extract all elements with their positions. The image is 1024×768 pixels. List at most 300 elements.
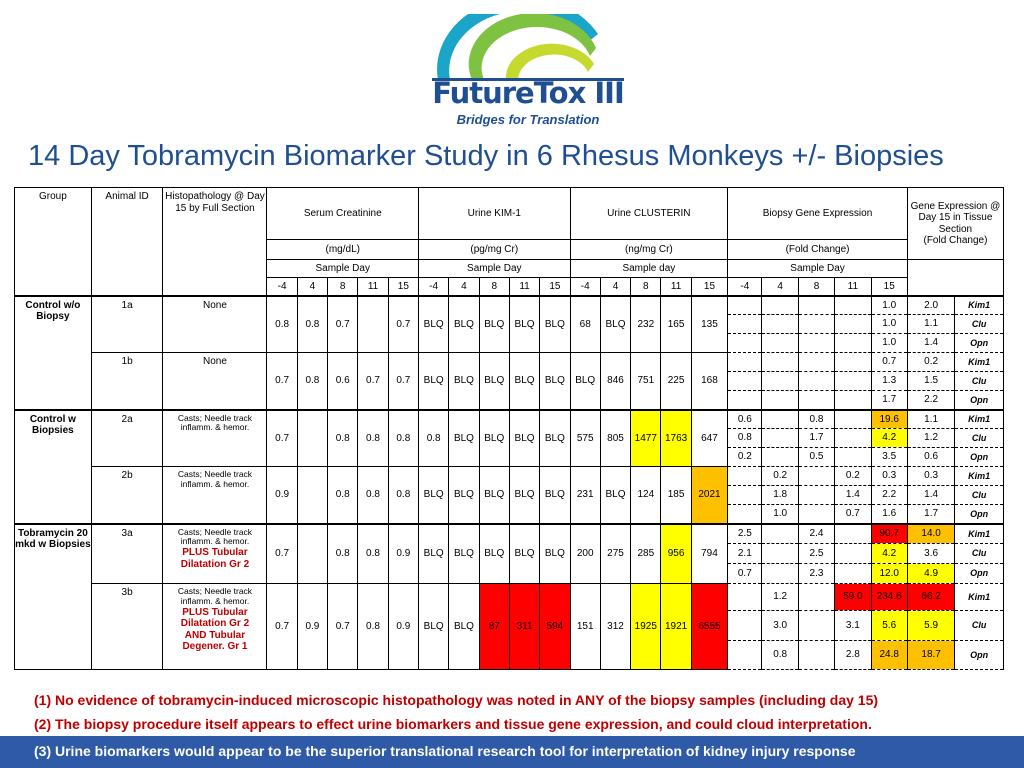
histo-line: PLUS Tubular (182, 547, 248, 559)
biopsy-value: 1.2 (762, 584, 798, 611)
kim1-value: BLQ (479, 410, 509, 467)
clusterin-value: 1925 (631, 584, 661, 670)
histo-line: Casts; Needle track (177, 586, 253, 596)
biomarker-table (14, 187, 1004, 670)
kim1-value: BLQ (449, 524, 479, 584)
tissue-value: 3.6 (907, 544, 954, 564)
table-row (15, 467, 1004, 486)
biopsy-value: 4.2 (871, 429, 907, 448)
tissue-value: 1.5 (907, 372, 954, 391)
sample-day-biopsy: Sample Day (728, 260, 908, 278)
clusterin-value: 275 (600, 524, 630, 584)
biopsy-value (798, 353, 834, 372)
serum-value: 0.8 (388, 467, 418, 524)
tissue-value: 1.2 (907, 429, 954, 448)
biopsy-value (728, 486, 762, 505)
serum-value (297, 467, 327, 524)
biopsy-value: 0.6 (728, 410, 762, 429)
histo-line: Dilatation Gr 2 (180, 558, 250, 570)
header-group: Group (15, 188, 92, 296)
serum-value: 0.6 (328, 353, 358, 410)
biopsy-value (728, 641, 762, 670)
tissue-header-label: Gene Expression @ Day 15 in Tissue Section (910, 200, 1001, 235)
biopsy-value: 1.0 (871, 334, 907, 353)
biopsy-value: 24.8 (871, 641, 907, 670)
biopsy-value (728, 584, 762, 611)
biopsy-value (835, 315, 871, 334)
clusterin-value: BLQ (600, 467, 630, 524)
header-animal-id: Animal ID (91, 188, 163, 296)
day-header: 11 (358, 278, 388, 296)
kim1-value: 87 (479, 584, 509, 670)
gene-label: Kim1 (955, 296, 1004, 315)
tissue-value: 1.1 (907, 410, 954, 429)
unit-clusterin: (ng/mg Cr) (570, 240, 728, 260)
table-row (15, 524, 1004, 544)
biopsy-value: 0.2 (762, 467, 798, 486)
biopsy-value: 234.6 (871, 584, 907, 611)
animal-id: 3b (91, 584, 163, 670)
serum-value: 0.7 (388, 296, 418, 353)
clusterin-value: 312 (600, 584, 630, 670)
serum-value: 0.9 (297, 584, 327, 670)
biopsy-value (728, 353, 762, 372)
biopsy-value: 0.7 (871, 353, 907, 372)
day-header: 15 (871, 278, 907, 296)
biopsy-value: 19.6 (871, 410, 907, 429)
animal-id: 2a (91, 410, 163, 467)
clusterin-value: BLQ (600, 296, 630, 353)
tissue-value: 14.0 (907, 524, 954, 544)
tissue-value: 0.2 (907, 353, 954, 372)
day-header: 11 (661, 278, 691, 296)
tissue-value: 0.3 (907, 467, 954, 486)
clusterin-value: 285 (631, 524, 661, 584)
tissue-blank (907, 260, 1003, 296)
biopsy-value: 3.0 (762, 611, 798, 641)
footnote-2: (2) The biopsy procedure itself appears to effect urine biomarkers and tissue gene expression, and could cloud interpretation. (34, 716, 872, 732)
serum-value: 0.8 (297, 296, 327, 353)
biopsy-value (728, 611, 762, 641)
clusterin-value: 151 (570, 584, 600, 670)
biopsy-value (835, 372, 871, 391)
biopsy-value: 90.7 (871, 524, 907, 544)
gene-label: Opn (955, 564, 1004, 584)
biopsy-value (728, 505, 762, 524)
gene-label: Opn (955, 334, 1004, 353)
biopsy-value (835, 334, 871, 353)
day-header: 15 (691, 278, 727, 296)
tissue-header-unit: (Fold Change) (923, 235, 988, 246)
clusterin-value: 2021 (691, 467, 727, 524)
gene-label: Clu (955, 315, 1004, 334)
day-header: -4 (570, 278, 600, 296)
clusterin-value: 751 (631, 353, 661, 410)
serum-value (297, 524, 327, 584)
gene-label: Kim1 (955, 410, 1004, 429)
gene-label: Opn (955, 641, 1004, 670)
biopsy-value: 0.2 (835, 467, 871, 486)
biopsy-value (835, 564, 871, 584)
serum-value: 0.9 (388, 524, 418, 584)
clusterin-value: 68 (570, 296, 600, 353)
table-row (15, 584, 1004, 611)
day-header: 8 (631, 278, 661, 296)
biopsy-value: 1.0 (762, 505, 798, 524)
kim1-value: BLQ (449, 353, 479, 410)
header-urine-clusterin: Urine CLUSTERIN (570, 188, 728, 240)
biopsy-value: 1.6 (871, 505, 907, 524)
tissue-value: 1.7 (907, 505, 954, 524)
gene-label: Opn (955, 505, 1004, 524)
header-tissue-gene-expression (907, 188, 1003, 260)
biopsy-value (762, 315, 798, 334)
serum-value: 0.7 (328, 296, 358, 353)
biopsy-value: 12.0 (871, 564, 907, 584)
gene-label: Kim1 (955, 524, 1004, 544)
futuretox-logo (428, 14, 628, 132)
day-header: 8 (479, 278, 509, 296)
biopsy-value: 1.0 (871, 315, 907, 334)
tissue-value: 18.7 (907, 641, 954, 670)
histo-line: Casts; Needle track (177, 469, 253, 479)
unit-biopsy: (Fold Change) (728, 240, 908, 260)
tissue-value: 1.4 (907, 334, 954, 353)
header-histopathology: Histopathology @ Day 15 by Full Section (163, 188, 267, 296)
biopsy-value: 3.5 (871, 448, 907, 467)
biopsy-value: 0.8 (762, 641, 798, 670)
biopsy-value (728, 315, 762, 334)
serum-value: 0.7 (328, 584, 358, 670)
day-header: 4 (297, 278, 327, 296)
tissue-value: 5.9 (907, 611, 954, 641)
kim1-value: BLQ (509, 353, 539, 410)
kim1-value: BLQ (449, 467, 479, 524)
biopsy-value (762, 429, 798, 448)
kim1-value: BLQ (449, 296, 479, 353)
clusterin-value: 124 (631, 467, 661, 524)
logo-tagline: Bridges for Translation (456, 112, 600, 127)
clusterin-value: 647 (691, 410, 727, 467)
biopsy-value (835, 391, 871, 410)
histopathology (163, 410, 267, 467)
serum-value: 0.8 (297, 353, 327, 410)
clusterin-value: 956 (661, 524, 691, 584)
day-header: 15 (388, 278, 418, 296)
kim1-value: BLQ (509, 467, 539, 524)
header-urine-kim1: Urine KIM-1 (419, 188, 571, 240)
gene-label: Clu (955, 429, 1004, 448)
biopsy-value (762, 372, 798, 391)
biopsy-value: 3.1 (835, 611, 871, 641)
biopsy-value (762, 544, 798, 564)
biopsy-value (798, 467, 834, 486)
unit-kim1: (pg/mg Cr) (419, 240, 571, 260)
histo-line: AND Tubular (184, 629, 246, 641)
biopsy-value: 2.5 (728, 524, 762, 544)
day-header: -4 (267, 278, 297, 296)
kim1-value: 594 (540, 584, 570, 670)
clusterin-value: 225 (661, 353, 691, 410)
biopsy-value: 0.7 (728, 564, 762, 584)
group-tobramycin: Tobramycin 20 mkd w Biopsies (15, 524, 92, 670)
kim1-value: BLQ (540, 353, 570, 410)
clusterin-value: 1921 (661, 584, 691, 670)
biopsy-value (762, 391, 798, 410)
biopsy-value (762, 296, 798, 315)
histopathology (163, 467, 267, 524)
clusterin-value: 805 (600, 410, 630, 467)
sample-day-serum: Sample Day (267, 260, 419, 278)
clusterin-value: 200 (570, 524, 600, 584)
biopsy-value (728, 296, 762, 315)
kim1-value: BLQ (509, 410, 539, 467)
clusterin-value: 575 (570, 410, 600, 467)
biopsy-value: 1.7 (871, 391, 907, 410)
biopsy-value: 2.5 (798, 544, 834, 564)
serum-value: 0.8 (328, 524, 358, 584)
serum-value: 0.8 (267, 296, 297, 353)
serum-value: 0.7 (267, 524, 297, 584)
tissue-value: 2.2 (907, 391, 954, 410)
gene-label: Clu (955, 544, 1004, 564)
histo-line: inflamm. & hemor. (180, 422, 250, 433)
histo-line: Degener. Gr 1 (182, 641, 248, 653)
biopsy-value: 2.2 (871, 486, 907, 505)
header-serum-creatinine: Serum Creatinine (267, 188, 419, 240)
biopsy-value: 1.7 (798, 429, 834, 448)
group-control-w-biopsies: Control w Biopsies (15, 410, 92, 524)
biopsy-value: 0.8 (728, 429, 762, 448)
serum-value: 0.8 (358, 410, 388, 467)
kim1-value: BLQ (479, 467, 509, 524)
group-control-wo-biopsy: Control w/o Biopsy (15, 296, 92, 410)
biopsy-value (762, 334, 798, 353)
gene-label: Kim1 (955, 467, 1004, 486)
tissue-value: 4.9 (907, 564, 954, 584)
animal-id: 3a (91, 524, 163, 584)
biopsy-value (798, 486, 834, 505)
kim1-value: BLQ (449, 410, 479, 467)
biopsy-value (835, 353, 871, 372)
kim1-value: BLQ (419, 296, 449, 353)
biopsy-value: 0.5 (798, 448, 834, 467)
histopathology (163, 524, 267, 584)
biopsy-value (762, 410, 798, 429)
serum-value: 0.9 (267, 467, 297, 524)
page-title: 14 Day Tobramycin Biomarker Study in 6 Rhesus Monkeys +/- Biopsies (28, 140, 944, 172)
table-row (15, 296, 1004, 315)
unit-serum: (mg/dL) (267, 240, 419, 260)
serum-value: 0.7 (388, 353, 418, 410)
biopsy-value (728, 334, 762, 353)
tissue-value: 2.0 (907, 296, 954, 315)
biopsy-value (798, 611, 834, 641)
animal-id: 2b (91, 467, 163, 524)
biopsy-value: 4.2 (871, 544, 907, 564)
kim1-value: BLQ (540, 467, 570, 524)
histopathology: None (163, 353, 267, 410)
biopsy-value (835, 544, 871, 564)
serum-value: 0.7 (267, 410, 297, 467)
kim1-value: BLQ (479, 524, 509, 584)
clusterin-value: 168 (691, 353, 727, 410)
clusterin-value: BLQ (570, 353, 600, 410)
serum-value: 0.8 (358, 467, 388, 524)
kim1-value: 0.8 (419, 410, 449, 467)
biopsy-value (728, 372, 762, 391)
header-biopsy-gene-expression: Biopsy Gene Expression (728, 188, 908, 240)
gene-label: Opn (955, 448, 1004, 467)
clusterin-value: 794 (691, 524, 727, 584)
clusterin-value: 846 (600, 353, 630, 410)
animal-id: 1b (91, 353, 163, 410)
logo-name: FutureTox III (432, 76, 624, 110)
biopsy-value (835, 524, 871, 544)
biopsy-value (798, 334, 834, 353)
biopsy-value (798, 315, 834, 334)
kim1-value: BLQ (540, 296, 570, 353)
table-row (15, 353, 1004, 372)
kim1-value: BLQ (419, 584, 449, 670)
tissue-value: 1.1 (907, 315, 954, 334)
biopsy-value: 5.6 (871, 611, 907, 641)
histopathology (163, 584, 267, 670)
biopsy-value: 1.8 (762, 486, 798, 505)
kim1-value: BLQ (449, 584, 479, 670)
serum-value: 0.7 (358, 353, 388, 410)
serum-value: 0.8 (358, 584, 388, 670)
tissue-value: 0.6 (907, 448, 954, 467)
biopsy-value: 0.3 (871, 467, 907, 486)
biopsy-value (835, 296, 871, 315)
kim1-value: BLQ (509, 524, 539, 584)
biopsy-value (835, 410, 871, 429)
tissue-value: 66.2 (907, 584, 954, 611)
serum-value: 0.9 (388, 584, 418, 670)
biopsy-value (728, 467, 762, 486)
day-header: 4 (449, 278, 479, 296)
biopsy-value: 0.7 (835, 505, 871, 524)
biopsy-value: 2.8 (835, 641, 871, 670)
biopsy-value: 1.4 (835, 486, 871, 505)
serum-value (358, 296, 388, 353)
histopathology: None (163, 296, 267, 353)
gene-label: Opn (955, 391, 1004, 410)
gene-label: Kim1 (955, 584, 1004, 611)
gene-label: Kim1 (955, 353, 1004, 372)
animal-id: 1a (91, 296, 163, 353)
biopsy-value (798, 505, 834, 524)
biopsy-value (798, 584, 834, 611)
biopsy-value (762, 353, 798, 372)
clusterin-value: 185 (661, 467, 691, 524)
histo-line: Dilatation Gr 2 (180, 618, 250, 630)
day-header: 4 (762, 278, 798, 296)
footnote-3: (3) Urine biomarkers would appear to be the superior translational research tool for interpretation of kidney injury response (0, 736, 1024, 768)
table-row (15, 410, 1004, 429)
tissue-value: 1.4 (907, 486, 954, 505)
clusterin-value: 1477 (631, 410, 661, 467)
biopsy-value: 2.4 (798, 524, 834, 544)
kim1-value: BLQ (419, 353, 449, 410)
footnotes (0, 688, 1024, 768)
day-header: 15 (540, 278, 570, 296)
histo-line: PLUS Tubular (182, 606, 248, 618)
clusterin-value: 165 (661, 296, 691, 353)
kim1-value: 311 (509, 584, 539, 670)
histo-line: inflamm. & hemor. (180, 536, 250, 547)
gene-label: Clu (955, 372, 1004, 391)
biopsy-value (798, 296, 834, 315)
serum-value (297, 410, 327, 467)
biopsy-value: 59.0 (835, 584, 871, 611)
day-header: 8 (328, 278, 358, 296)
day-header: -4 (419, 278, 449, 296)
histo-line: Casts; Needle track (177, 412, 253, 423)
kim1-value: BLQ (479, 296, 509, 353)
day-header: 8 (798, 278, 834, 296)
biopsy-value: 0.2 (728, 448, 762, 467)
clusterin-value: 231 (570, 467, 600, 524)
histo-line: Casts; Needle track (177, 526, 253, 537)
kim1-value: BLQ (509, 296, 539, 353)
day-header: -4 (728, 278, 762, 296)
clusterin-value: 1763 (661, 410, 691, 467)
biopsy-value (798, 641, 834, 670)
gene-label: Clu (955, 486, 1004, 505)
serum-value: 0.7 (267, 353, 297, 410)
biopsy-value: 2.3 (798, 564, 834, 584)
biopsy-value (835, 448, 871, 467)
biopsy-value (762, 564, 798, 584)
kim1-value: BLQ (479, 353, 509, 410)
kim1-value: BLQ (419, 467, 449, 524)
biopsy-value (798, 372, 834, 391)
biopsy-value: 1.0 (871, 296, 907, 315)
gene-label: Clu (955, 611, 1004, 641)
biopsy-value (762, 524, 798, 544)
serum-value: 0.8 (328, 410, 358, 467)
clusterin-value: 232 (631, 296, 661, 353)
day-header: 11 (509, 278, 539, 296)
kim1-value: BLQ (540, 410, 570, 467)
biopsy-value (798, 391, 834, 410)
day-header: 4 (600, 278, 630, 296)
biopsy-value: 1.3 (871, 372, 907, 391)
biopsy-value (762, 448, 798, 467)
serum-value: 0.7 (267, 584, 297, 670)
logo-arcs-icon (428, 14, 628, 84)
biopsy-value: 2.1 (728, 544, 762, 564)
sample-day-clusterin: Sample day (570, 260, 728, 278)
kim1-value: BLQ (540, 524, 570, 584)
biopsy-value (728, 391, 762, 410)
biopsy-value (835, 429, 871, 448)
serum-value: 0.8 (328, 467, 358, 524)
serum-value: 0.8 (388, 410, 418, 467)
clusterin-value: 135 (691, 296, 727, 353)
histo-line: inflamm. & hemor. (180, 478, 250, 489)
kim1-value: BLQ (419, 524, 449, 584)
footnote-1: (1) No evidence of tobramycin-induced microscopic histopathology was noted in ANY of the biopsy samples (including day 15) (34, 692, 879, 708)
sample-day-kim1: Sample Day (419, 260, 571, 278)
histo-line: inflamm. & hemor. (180, 595, 250, 606)
clusterin-value: 6555 (691, 584, 727, 670)
biopsy-value: 0.8 (798, 410, 834, 429)
serum-value: 0.8 (358, 524, 388, 584)
day-header: 11 (835, 278, 871, 296)
